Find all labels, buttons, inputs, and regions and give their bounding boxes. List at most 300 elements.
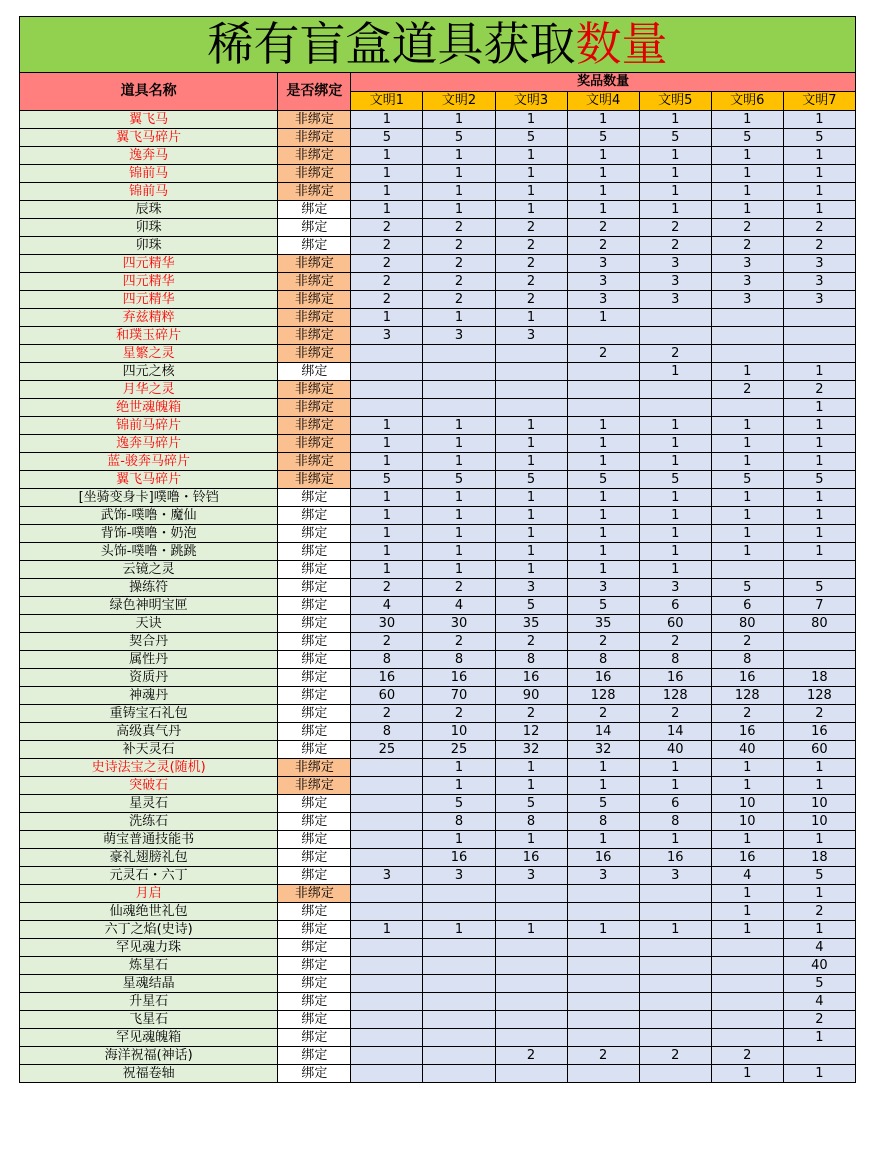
quantity-cell[interactable] [351,831,423,849]
quantity-cell[interactable]: 90 [495,687,567,705]
quantity-cell[interactable]: 8 [567,651,639,669]
quantity-cell[interactable]: 2 [567,1047,639,1065]
quantity-cell[interactable]: 5 [639,129,711,147]
quantity-cell[interactable]: 1 [423,561,495,579]
quantity-cell[interactable]: 4 [711,867,783,885]
item-name-cell[interactable]: 萌宝普通技能书 [20,831,278,849]
quantity-cell[interactable]: 3 [711,291,783,309]
quantity-cell[interactable] [495,903,567,921]
quantity-cell[interactable]: 1 [639,165,711,183]
quantity-cell[interactable] [423,345,495,363]
quantity-cell[interactable] [351,885,423,903]
quantity-cell[interactable]: 16 [783,723,855,741]
quantity-cell[interactable]: 5 [351,129,423,147]
quantity-cell[interactable]: 3 [639,579,711,597]
quantity-cell[interactable]: 1 [495,489,567,507]
item-name-cell[interactable]: 补天灵石 [20,741,278,759]
quantity-cell[interactable]: 3 [783,255,855,273]
quantity-cell[interactable]: 1 [783,1029,855,1047]
quantity-cell[interactable]: 2 [423,291,495,309]
item-name-cell[interactable]: 翼飞马碎片 [20,471,278,489]
quantity-cell[interactable]: 1 [639,507,711,525]
quantity-cell[interactable]: 2 [711,1047,783,1065]
quantity-cell[interactable]: 5 [783,129,855,147]
quantity-cell[interactable]: 2 [423,633,495,651]
quantity-cell[interactable]: 2 [351,237,423,255]
quantity-cell[interactable]: 1 [639,921,711,939]
quantity-cell[interactable]: 1 [351,543,423,561]
quantity-cell[interactable]: 1 [567,453,639,471]
quantity-cell[interactable] [495,975,567,993]
quantity-cell[interactable]: 3 [783,273,855,291]
quantity-cell[interactable]: 2 [423,237,495,255]
quantity-cell[interactable]: 1 [495,921,567,939]
quantity-cell[interactable]: 1 [639,201,711,219]
quantity-cell[interactable] [567,381,639,399]
quantity-cell[interactable]: 2 [567,705,639,723]
quantity-cell[interactable]: 6 [639,795,711,813]
quantity-cell[interactable]: 5 [495,597,567,615]
quantity-cell[interactable]: 16 [423,849,495,867]
quantity-cell[interactable]: 3 [495,579,567,597]
bind-status-cell[interactable]: 绑定 [278,993,351,1011]
quantity-cell[interactable] [711,957,783,975]
item-name-cell[interactable]: 资质丹 [20,669,278,687]
quantity-cell[interactable]: 1 [711,417,783,435]
quantity-cell[interactable]: 2 [351,273,423,291]
quantity-cell[interactable] [495,939,567,957]
quantity-cell[interactable]: 1 [567,777,639,795]
quantity-cell[interactable] [783,309,855,327]
bind-status-cell[interactable]: 非绑定 [278,453,351,471]
quantity-cell[interactable]: 128 [783,687,855,705]
bind-status-cell[interactable]: 非绑定 [278,417,351,435]
quantity-cell[interactable]: 3 [423,327,495,345]
quantity-cell[interactable]: 1 [495,309,567,327]
quantity-cell[interactable]: 2 [351,219,423,237]
quantity-cell[interactable]: 2 [567,345,639,363]
quantity-cell[interactable] [711,1029,783,1047]
quantity-cell[interactable]: 8 [495,813,567,831]
quantity-cell[interactable] [351,813,423,831]
quantity-cell[interactable]: 128 [639,687,711,705]
quantity-cell[interactable]: 1 [711,453,783,471]
quantity-cell[interactable]: 1 [351,453,423,471]
quantity-cell[interactable] [495,345,567,363]
quantity-cell[interactable] [351,363,423,381]
item-name-cell[interactable]: 海洋祝福(神话) [20,1047,278,1065]
bind-status-cell[interactable]: 绑定 [278,741,351,759]
quantity-cell[interactable] [567,327,639,345]
quantity-cell[interactable]: 8 [711,651,783,669]
quantity-cell[interactable] [423,1065,495,1083]
quantity-cell[interactable]: 1 [783,525,855,543]
quantity-cell[interactable]: 10 [783,813,855,831]
quantity-cell[interactable]: 2 [567,633,639,651]
quantity-cell[interactable]: 80 [711,615,783,633]
quantity-cell[interactable] [783,561,855,579]
quantity-cell[interactable]: 1 [711,543,783,561]
bind-status-cell[interactable]: 绑定 [278,597,351,615]
quantity-cell[interactable]: 2 [351,705,423,723]
quantity-cell[interactable]: 40 [711,741,783,759]
item-name-cell[interactable]: 星魂结晶 [20,975,278,993]
quantity-cell[interactable]: 3 [495,327,567,345]
quantity-cell[interactable] [711,939,783,957]
quantity-cell[interactable] [711,561,783,579]
quantity-cell[interactable]: 1 [711,165,783,183]
quantity-cell[interactable]: 3 [567,273,639,291]
quantity-cell[interactable]: 2 [423,255,495,273]
quantity-cell[interactable]: 1 [351,111,423,129]
quantity-cell[interactable]: 1 [423,507,495,525]
bind-status-cell[interactable]: 绑定 [278,1011,351,1029]
quantity-cell[interactable]: 40 [783,957,855,975]
quantity-cell[interactable]: 1 [567,921,639,939]
quantity-cell[interactable]: 2 [351,255,423,273]
quantity-cell[interactable] [639,957,711,975]
quantity-cell[interactable]: 1 [711,1065,783,1083]
item-name-cell[interactable]: 契合丹 [20,633,278,651]
bind-status-cell[interactable]: 绑定 [278,939,351,957]
bind-status-cell[interactable]: 绑定 [278,543,351,561]
quantity-cell[interactable]: 16 [351,669,423,687]
quantity-cell[interactable]: 1 [639,777,711,795]
quantity-cell[interactable]: 2 [495,255,567,273]
quantity-cell[interactable]: 2 [639,633,711,651]
quantity-cell[interactable]: 1 [351,561,423,579]
quantity-cell[interactable]: 1 [495,759,567,777]
bind-status-cell[interactable]: 绑定 [278,1029,351,1047]
quantity-cell[interactable]: 2 [639,1047,711,1065]
quantity-cell[interactable]: 5 [567,597,639,615]
quantity-cell[interactable]: 2 [711,705,783,723]
quantity-cell[interactable] [351,1047,423,1065]
item-name-cell[interactable]: 星灵石 [20,795,278,813]
quantity-cell[interactable] [711,975,783,993]
quantity-cell[interactable]: 1 [639,111,711,129]
quantity-cell[interactable]: 80 [783,615,855,633]
quantity-cell[interactable] [711,309,783,327]
quantity-cell[interactable]: 5 [639,471,711,489]
quantity-cell[interactable]: 1 [423,777,495,795]
bind-status-cell[interactable]: 非绑定 [278,165,351,183]
quantity-cell[interactable] [495,1011,567,1029]
quantity-cell[interactable]: 1 [783,489,855,507]
quantity-cell[interactable] [423,975,495,993]
quantity-cell[interactable]: 1 [639,561,711,579]
quantity-cell[interactable]: 1 [783,543,855,561]
quantity-cell[interactable]: 1 [639,453,711,471]
quantity-cell[interactable] [495,399,567,417]
quantity-cell[interactable] [567,399,639,417]
quantity-cell[interactable]: 1 [495,201,567,219]
quantity-cell[interactable] [639,1065,711,1083]
quantity-cell[interactable]: 2 [783,219,855,237]
item-name-cell[interactable]: 翼飞马碎片 [20,129,278,147]
quantity-cell[interactable] [567,993,639,1011]
quantity-cell[interactable]: 2 [351,291,423,309]
quantity-cell[interactable]: 16 [711,723,783,741]
quantity-cell[interactable] [711,327,783,345]
quantity-cell[interactable]: 1 [567,435,639,453]
header-col[interactable]: 文明6 [711,92,783,111]
quantity-cell[interactable] [495,363,567,381]
sheet-title[interactable] [20,17,856,73]
quantity-cell[interactable]: 25 [351,741,423,759]
quantity-cell[interactable] [423,957,495,975]
quantity-cell[interactable]: 2 [639,219,711,237]
quantity-cell[interactable]: 2 [711,633,783,651]
quantity-cell[interactable]: 2 [567,219,639,237]
quantity-cell[interactable]: 1 [567,543,639,561]
quantity-cell[interactable]: 1 [495,147,567,165]
bind-status-cell[interactable]: 绑定 [278,1047,351,1065]
quantity-cell[interactable] [351,993,423,1011]
quantity-cell[interactable]: 60 [639,615,711,633]
quantity-cell[interactable]: 2 [639,705,711,723]
quantity-cell[interactable]: 1 [639,363,711,381]
quantity-cell[interactable]: 5 [495,129,567,147]
quantity-cell[interactable]: 1 [495,543,567,561]
header-col[interactable]: 文明5 [639,92,711,111]
bind-status-cell[interactable]: 非绑定 [278,111,351,129]
quantity-cell[interactable]: 6 [639,597,711,615]
quantity-cell[interactable] [423,993,495,1011]
bind-status-cell[interactable]: 非绑定 [278,345,351,363]
header-bind-status[interactable]: 是否绑定 [278,73,351,111]
quantity-cell[interactable]: 16 [495,849,567,867]
item-name-cell[interactable]: 四元精华 [20,255,278,273]
quantity-cell[interactable]: 2 [711,237,783,255]
quantity-cell[interactable]: 3 [711,273,783,291]
item-name-cell[interactable]: 逸奔马碎片 [20,435,278,453]
bind-status-cell[interactable]: 非绑定 [278,183,351,201]
quantity-cell[interactable]: 5 [711,579,783,597]
bind-status-cell[interactable]: 绑定 [278,507,351,525]
quantity-cell[interactable]: 1 [567,111,639,129]
quantity-cell[interactable] [783,651,855,669]
quantity-cell[interactable] [639,1011,711,1029]
quantity-cell[interactable]: 14 [567,723,639,741]
quantity-cell[interactable] [423,1047,495,1065]
item-name-cell[interactable]: 月启 [20,885,278,903]
bind-status-cell[interactable]: 绑定 [278,849,351,867]
quantity-cell[interactable]: 35 [495,615,567,633]
quantity-cell[interactable]: 7 [783,597,855,615]
bind-status-cell[interactable]: 绑定 [278,831,351,849]
item-name-cell[interactable]: 背饰-噗噜・奶泡 [20,525,278,543]
quantity-cell[interactable]: 1 [783,111,855,129]
quantity-cell[interactable]: 2 [495,291,567,309]
quantity-cell[interactable]: 5 [567,795,639,813]
quantity-cell[interactable]: 1 [711,885,783,903]
item-name-cell[interactable]: 四元之核 [20,363,278,381]
quantity-cell[interactable]: 1 [567,147,639,165]
quantity-cell[interactable]: 1 [423,165,495,183]
quantity-cell[interactable]: 128 [711,687,783,705]
quantity-cell[interactable]: 1 [423,489,495,507]
quantity-cell[interactable] [351,1065,423,1083]
item-name-cell[interactable]: 元灵石・六丁 [20,867,278,885]
quantity-cell[interactable]: 16 [567,669,639,687]
quantity-cell[interactable]: 5 [423,471,495,489]
bind-status-cell[interactable]: 非绑定 [278,399,351,417]
bind-status-cell[interactable]: 绑定 [278,237,351,255]
quantity-cell[interactable]: 1 [783,759,855,777]
quantity-cell[interactable]: 1 [351,309,423,327]
quantity-cell[interactable]: 8 [423,813,495,831]
quantity-cell[interactable]: 1 [423,201,495,219]
quantity-cell[interactable]: 30 [351,615,423,633]
quantity-cell[interactable] [711,345,783,363]
quantity-cell[interactable] [423,1029,495,1047]
quantity-cell[interactable] [495,381,567,399]
quantity-cell[interactable]: 1 [567,507,639,525]
quantity-cell[interactable]: 1 [567,309,639,327]
quantity-cell[interactable]: 1 [423,831,495,849]
quantity-cell[interactable]: 1 [783,885,855,903]
quantity-cell[interactable]: 2 [639,345,711,363]
quantity-cell[interactable] [639,885,711,903]
quantity-cell[interactable] [351,399,423,417]
item-name-cell[interactable]: [坐骑变身卡]噗噜・铃铛 [20,489,278,507]
quantity-cell[interactable]: 8 [351,651,423,669]
quantity-cell[interactable]: 1 [423,759,495,777]
quantity-cell[interactable]: 16 [567,849,639,867]
bind-status-cell[interactable]: 非绑定 [278,309,351,327]
quantity-cell[interactable] [423,903,495,921]
quantity-cell[interactable]: 16 [639,849,711,867]
bind-status-cell[interactable]: 绑定 [278,633,351,651]
quantity-cell[interactable]: 5 [783,471,855,489]
quantity-cell[interactable]: 1 [711,903,783,921]
quantity-cell[interactable]: 1 [711,507,783,525]
quantity-cell[interactable]: 1 [423,525,495,543]
item-name-cell[interactable]: 星繁之灵 [20,345,278,363]
quantity-cell[interactable] [423,363,495,381]
bind-status-cell[interactable]: 绑定 [278,615,351,633]
quantity-cell[interactable]: 1 [783,363,855,381]
quantity-cell[interactable]: 1 [783,399,855,417]
quantity-cell[interactable]: 2 [783,237,855,255]
item-name-cell[interactable]: 绝世魂魄箱 [20,399,278,417]
quantity-cell[interactable]: 1 [711,489,783,507]
quantity-cell[interactable]: 5 [351,471,423,489]
quantity-cell[interactable]: 1 [639,543,711,561]
quantity-cell[interactable] [783,345,855,363]
quantity-cell[interactable]: 40 [639,741,711,759]
quantity-cell[interactable]: 8 [495,651,567,669]
item-name-cell[interactable]: 锦前马碎片 [20,417,278,435]
quantity-cell[interactable]: 1 [423,453,495,471]
quantity-cell[interactable]: 3 [567,579,639,597]
item-name-cell[interactable]: 重铸宝石礼包 [20,705,278,723]
quantity-cell[interactable] [423,381,495,399]
quantity-cell[interactable]: 8 [639,651,711,669]
quantity-cell[interactable]: 3 [567,291,639,309]
quantity-cell[interactable] [783,633,855,651]
quantity-cell[interactable]: 3 [567,255,639,273]
quantity-cell[interactable]: 1 [783,165,855,183]
quantity-cell[interactable]: 1 [495,111,567,129]
quantity-cell[interactable]: 1 [567,759,639,777]
bind-status-cell[interactable]: 绑定 [278,669,351,687]
item-name-cell[interactable]: 锦前马 [20,183,278,201]
quantity-cell[interactable]: 3 [639,291,711,309]
item-name-cell[interactable]: 和璞玉碎片 [20,327,278,345]
item-name-cell[interactable]: 祝福卷轴 [20,1065,278,1083]
quantity-cell[interactable]: 1 [783,921,855,939]
item-name-cell[interactable]: 四元精华 [20,291,278,309]
quantity-cell[interactable]: 3 [783,291,855,309]
item-name-cell[interactable]: 属性丹 [20,651,278,669]
bind-status-cell[interactable]: 绑定 [278,687,351,705]
quantity-cell[interactable] [351,957,423,975]
bind-status-cell[interactable]: 绑定 [278,1065,351,1083]
item-name-cell[interactable]: 升星石 [20,993,278,1011]
header-col[interactable]: 文明2 [423,92,495,111]
quantity-cell[interactable] [351,381,423,399]
bind-status-cell[interactable]: 绑定 [278,795,351,813]
item-name-cell[interactable]: 洗练石 [20,813,278,831]
item-name-cell[interactable]: 逸奔马 [20,147,278,165]
quantity-cell[interactable] [351,939,423,957]
quantity-cell[interactable]: 1 [423,435,495,453]
item-name-cell[interactable]: 辰珠 [20,201,278,219]
header-col[interactable]: 文明3 [495,92,567,111]
quantity-cell[interactable]: 1 [423,183,495,201]
quantity-cell[interactable]: 1 [423,111,495,129]
item-name-cell[interactable]: 神魂丹 [20,687,278,705]
quantity-cell[interactable]: 1 [783,147,855,165]
quantity-cell[interactable]: 8 [351,723,423,741]
bind-status-cell[interactable]: 绑定 [278,813,351,831]
bind-status-cell[interactable]: 绑定 [278,219,351,237]
quantity-cell[interactable]: 1 [711,435,783,453]
item-name-cell[interactable]: 飞星石 [20,1011,278,1029]
quantity-cell[interactable]: 1 [783,201,855,219]
quantity-cell[interactable]: 16 [711,849,783,867]
quantity-cell[interactable]: 8 [423,651,495,669]
quantity-cell[interactable]: 1 [351,525,423,543]
quantity-cell[interactable]: 1 [351,435,423,453]
bind-status-cell[interactable]: 绑定 [278,363,351,381]
bind-status-cell[interactable]: 绑定 [278,867,351,885]
bind-status-cell[interactable]: 非绑定 [278,129,351,147]
quantity-cell[interactable]: 16 [711,669,783,687]
quantity-cell[interactable] [567,885,639,903]
quantity-cell[interactable]: 1 [567,561,639,579]
quantity-cell[interactable]: 1 [639,417,711,435]
quantity-cell[interactable]: 1 [711,777,783,795]
quantity-cell[interactable]: 12 [495,723,567,741]
quantity-cell[interactable] [567,1011,639,1029]
quantity-cell[interactable]: 5 [783,579,855,597]
quantity-cell[interactable]: 2 [783,903,855,921]
quantity-cell[interactable]: 16 [423,669,495,687]
quantity-cell[interactable]: 1 [783,417,855,435]
bind-status-cell[interactable]: 非绑定 [278,777,351,795]
quantity-cell[interactable] [567,1029,639,1047]
quantity-cell[interactable]: 5 [567,471,639,489]
quantity-cell[interactable]: 1 [783,507,855,525]
bind-status-cell[interactable]: 绑定 [278,903,351,921]
quantity-cell[interactable]: 16 [639,669,711,687]
quantity-cell[interactable]: 1 [495,831,567,849]
bind-status-cell[interactable]: 绑定 [278,201,351,219]
quantity-cell[interactable] [567,957,639,975]
